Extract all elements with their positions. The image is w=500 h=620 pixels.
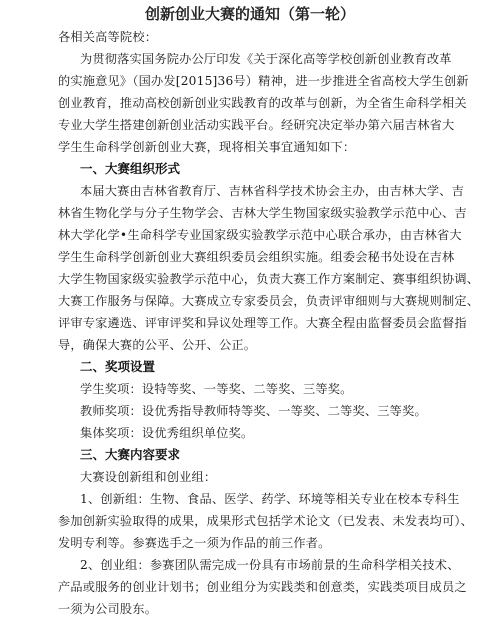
award-line-collective: 集体奖项：设优秀组织单位奖。 [80, 426, 254, 440]
section-heading-organization: 一、大赛组织形式 [80, 161, 181, 176]
salutation: 各相关高等院校： [58, 30, 158, 44]
intro-line: 创业教育，推动高校创新创业实践教育的改革与创新，为全省生命科学相关 [58, 96, 467, 110]
award-line-students: 学生奖项：设特等奖、一等奖、二等奖、三等奖。 [80, 382, 353, 396]
section3-line: 发明专利等。参赛选手之一须为作品的前三作者。 [58, 536, 331, 550]
section1-line: 大学生物国家级实验教学示范中心，负责大赛工作方案制定、赛事组织协调、 [58, 272, 480, 286]
section1-line: 导，确保大赛的公平、公开、公正。 [58, 338, 257, 352]
intro-line: 为贯彻落实国务院办公厅印发《关于深化高等学校创新创业教育改革 [80, 52, 452, 66]
section1-line: 评审专家遴选、评审评奖和异议处理等工作。大赛全程由监督委员会监督指 [58, 316, 467, 330]
section3-line: 参加创新实验取得的成果，成果形式包括学术论文（已发表、未发表均可）、 [58, 514, 474, 528]
section1-line: 学生生命科学创新创业大赛组织委员会组织实施。组委会秘书处设在吉林 [58, 250, 455, 264]
section3-line: 1、创新组：生物、食品、医学、药学、环境等相关专业在校本专科生 [80, 492, 460, 506]
section1-line: 林省生物化学与分子生物学会、吉林大学生物国家级实验教学示范中心、吉 [58, 206, 467, 220]
section3-line: 大赛设创新组和创业组： [80, 470, 217, 484]
section1-line: 本届大赛由吉林省教育厅、吉林省科学技术协会主办，由吉林大学、吉 [80, 184, 465, 198]
section-heading-awards: 二、奖项设置 [80, 359, 156, 374]
section3-line: 一须为公司股东。 [58, 602, 158, 616]
intro-line: 学生生命科学创新创业大赛，现将相关事宜通知如下： [58, 140, 356, 154]
intro-line: 专业大学生搭建创新创业活动实践平台。经研究决定举办第六届吉林省大 [58, 118, 455, 132]
section1-line: 大赛工作服务与保障。大赛成立专家委员会，负责评审细则与大赛规则制定、 [58, 294, 480, 308]
document-title: 创新创业大赛的通知（第一轮） [144, 5, 355, 23]
section3-line: 产品或服务的创业计划书；创业组分为实践类和创意类，实践类项目成员之 [58, 580, 467, 594]
award-line-teachers: 教师奖项：设优秀指导教师特等奖、一等奖、二等奖、三等奖。 [80, 404, 427, 418]
section-heading-content: 三、大赛内容要求 [80, 447, 181, 462]
section3-line: 2、创业组：参赛团队需完成一份具有市场前景的生命科学相关技术、 [80, 558, 460, 572]
intro-line: 的实施意见》（国办发[2015]36号）精神，进一步推进全省高校大学生创新 [58, 74, 469, 88]
section1-line: 林大学化学•生命科学专业国家级实验教学示范中心联合承办，由吉林省大 [58, 228, 462, 242]
